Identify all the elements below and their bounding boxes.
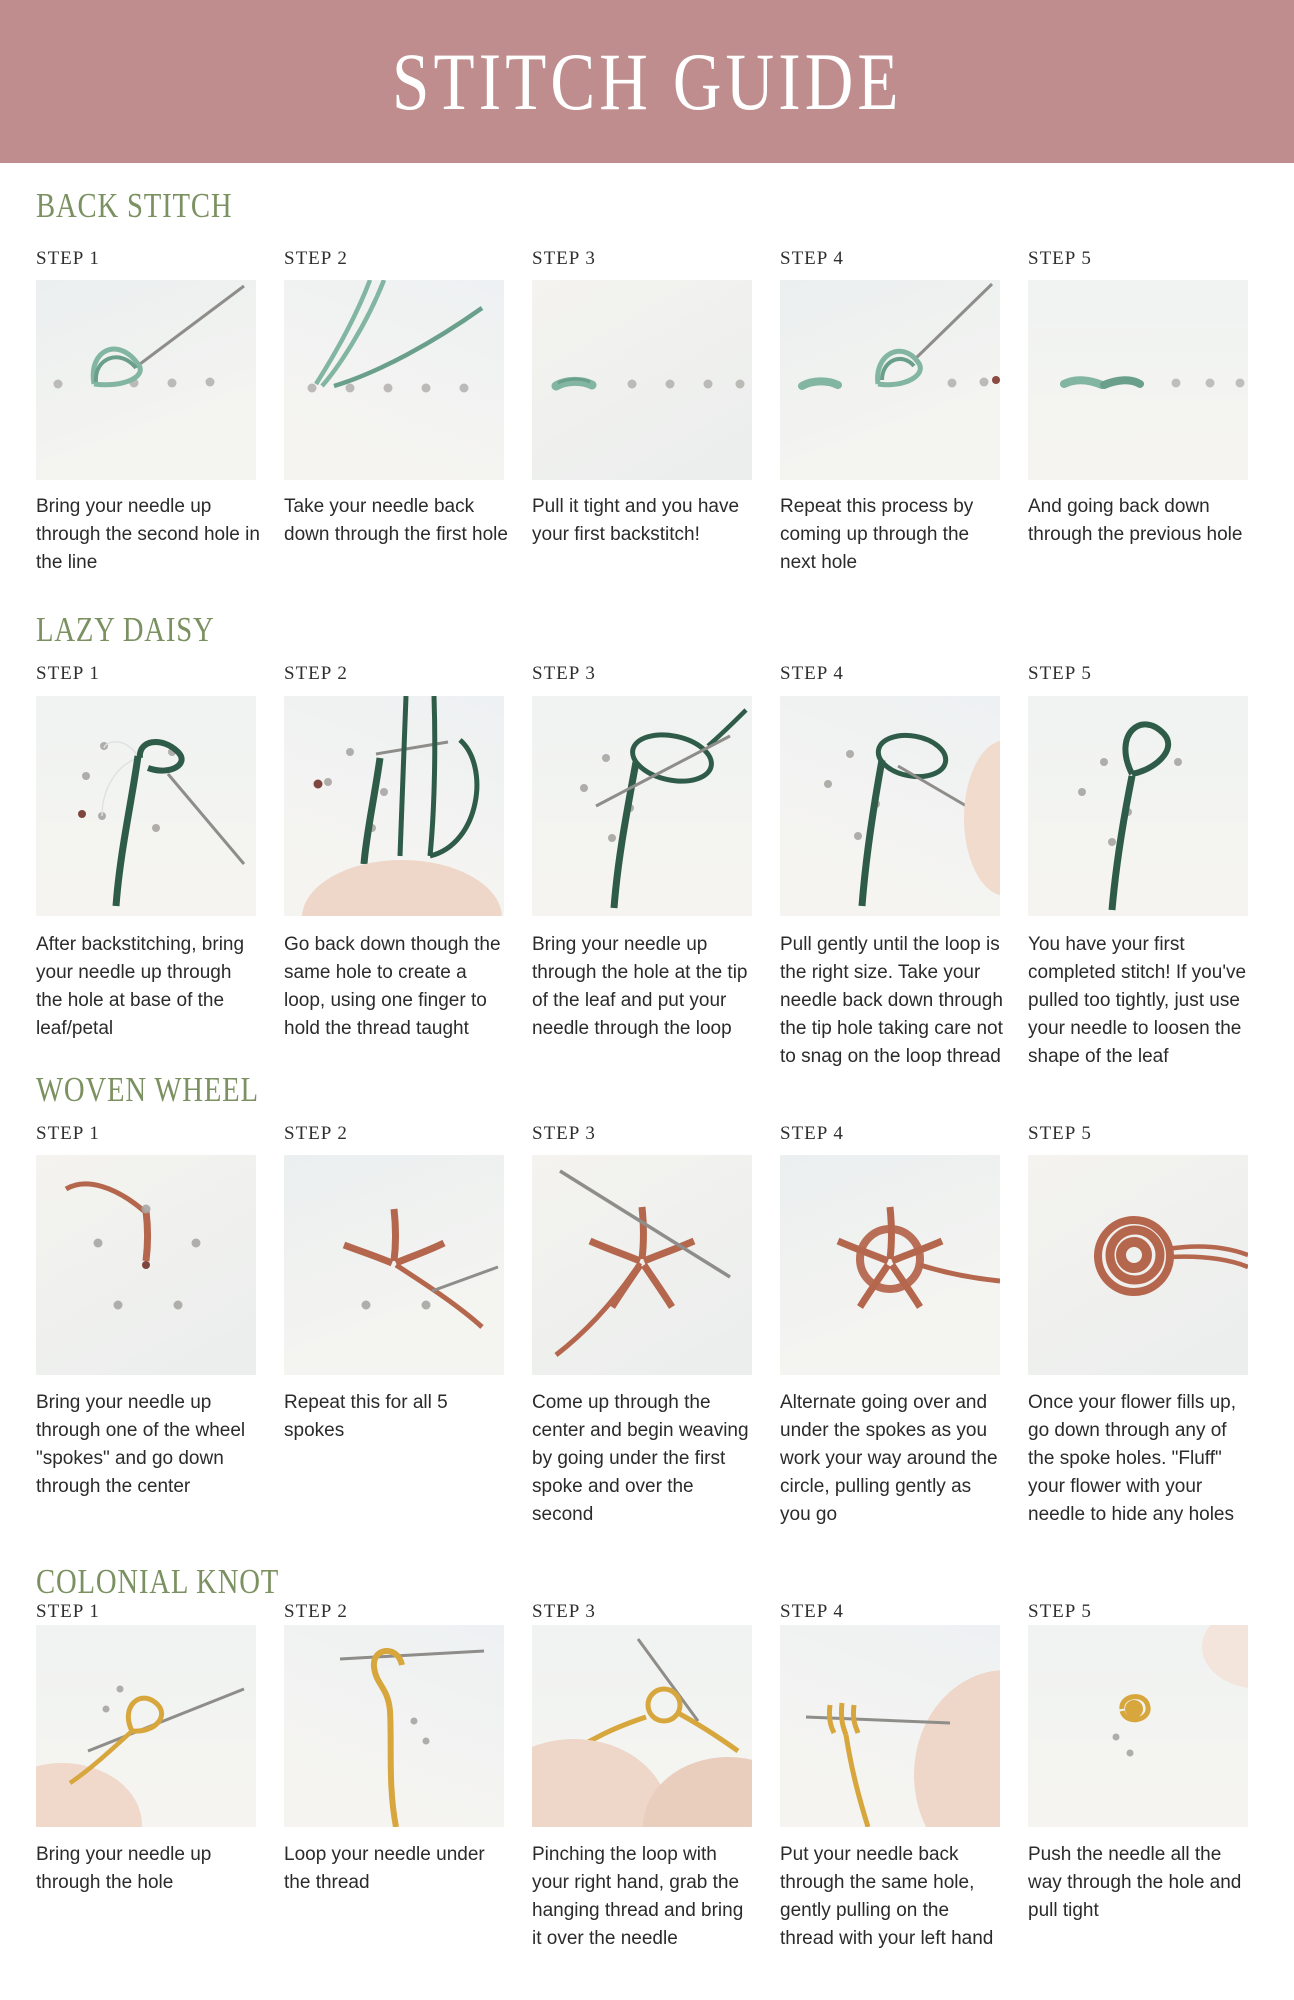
step-caption: Go back down though the same hole to create a loop, using one finger to hold the thread taught	[284, 934, 501, 1039]
photo-lazy-daisy-step-2	[284, 696, 504, 916]
step-label: STEP 2	[284, 1601, 348, 1622]
photo-row	[36, 280, 1248, 480]
step-caption: Come up through the center and begin weaving by going under the first spoke and over the second	[532, 1392, 749, 1525]
step-label: STEP 5	[1028, 1123, 1092, 1144]
step-label: STEP 3	[532, 248, 596, 269]
caption-row	[36, 493, 1248, 577]
needle-icon	[914, 284, 992, 360]
photo-lazy-daisy-step-5	[1028, 696, 1248, 916]
step-label: STEP 1	[36, 663, 100, 684]
section-title-woven-wheel: WOVEN WHEEL	[36, 1070, 259, 1109]
step-label: STEP 5	[1028, 248, 1092, 269]
step-caption: Take your needle back down through the first hole	[284, 496, 508, 545]
step-label: STEP 5	[1028, 663, 1092, 684]
step-caption: Pull gently until the loop is the right size. Take your needle back down through the tip hole taking care not to snag on the loop thread	[780, 934, 1003, 1067]
step-caption: Pull it tight and you have your first backstitch!	[532, 496, 740, 545]
step-caption: Push the needle all the way through the hole and pull tight	[1028, 1844, 1242, 1921]
photo-colonial-knot-step-3	[532, 1625, 752, 1827]
step-label: STEP 1	[36, 248, 100, 269]
photo-row	[36, 1155, 1248, 1375]
section-title-back-stitch: BACK STITCH	[36, 186, 233, 225]
photo-woven-wheel-step-5	[1028, 1155, 1248, 1375]
photo-back-stitch-step-2	[284, 280, 504, 480]
photo-colonial-knot-step-1	[36, 1625, 256, 1827]
needle-icon	[168, 774, 244, 864]
step-label: STEP 2	[284, 663, 348, 684]
step-caption: Pinching the loop with your right hand, grab the hanging thread and bring it over the needle	[532, 1844, 744, 1949]
step-label: STEP 4	[780, 248, 844, 269]
step-caption: Bring your needle up through the hole at the tip of the leaf and put your needle through the loop	[532, 934, 748, 1039]
step-caption: You have your first completed stitch! If you've pulled too tightly, just use your needle to loosen the shape of the leaf	[1028, 934, 1247, 1067]
step-caption: Bring your needle up through one of the wheel "spokes" and go down through the center	[36, 1392, 246, 1497]
step-caption: Bring your needle up through the second hole in the line	[36, 496, 260, 573]
photo-colonial-knot-step-2	[284, 1625, 504, 1827]
photo-colonial-knot-step-4	[780, 1625, 1000, 1827]
photo-lazy-daisy-step-1	[36, 696, 256, 916]
finger	[36, 1763, 142, 1827]
needle-icon	[432, 1267, 498, 1291]
step-label: STEP 5	[1028, 1601, 1092, 1622]
section-title-lazy-daisy: LAZY DAISY	[36, 610, 215, 649]
photo-woven-wheel-step-3	[532, 1155, 752, 1375]
step-label-row	[36, 663, 1248, 685]
needle-icon	[88, 1689, 244, 1751]
step-caption: Bring your needle up through the hole	[36, 1844, 212, 1893]
photo-lazy-daisy-step-3	[532, 696, 752, 916]
step-label-row	[36, 1123, 1248, 1145]
section-title-colonial-knot: COLONIAL KNOT	[36, 1562, 280, 1601]
step-caption: Once your flower fills up, go down through any of the spoke holes. "Fluff" your flower with your needle to hide any holes	[1028, 1392, 1237, 1525]
step-caption: Loop your needle under the thread	[284, 1844, 485, 1893]
finger	[964, 740, 1000, 896]
step-caption: Repeat this process by coming up through the next hole	[780, 496, 974, 573]
step-caption: Repeat this for all 5 spokes	[284, 1392, 448, 1441]
caption-row	[36, 1841, 1248, 1953]
step-caption: After backstitching, bring your needle up through the hole at base of the leaf/petal	[36, 934, 245, 1039]
photo-back-stitch-step-3	[532, 280, 752, 480]
step-caption: And going back down through the previous hole	[1028, 496, 1243, 545]
photo-woven-wheel-step-1	[36, 1155, 256, 1375]
finger	[302, 860, 502, 916]
finger	[1202, 1625, 1248, 1689]
step-label: STEP 1	[36, 1123, 100, 1144]
photo-row	[36, 1625, 1248, 1827]
step-label: STEP 3	[532, 1601, 596, 1622]
finger	[914, 1670, 1000, 1827]
step-label: STEP 4	[780, 1123, 844, 1144]
page-title: STITCH GUIDE	[391, 35, 903, 127]
photo-lazy-daisy-step-4	[780, 696, 1000, 916]
step-label: STEP 4	[780, 663, 844, 684]
step-caption: Alternate going over and under the spokes as you work your way around the circle, pulling gently as you go	[780, 1392, 998, 1525]
photo-back-stitch-step-1	[36, 280, 256, 480]
step-caption: Put your needle back through the same hole, gently pulling on the thread with your left hand	[780, 1844, 994, 1949]
step-label: STEP 4	[780, 1601, 844, 1622]
caption-row	[36, 1389, 1248, 1529]
step-label: STEP 3	[532, 663, 596, 684]
photo-back-stitch-step-5	[1028, 280, 1248, 480]
photo-woven-wheel-step-4	[780, 1155, 1000, 1375]
step-label-row	[36, 1601, 1248, 1623]
finger	[643, 1757, 752, 1827]
step-label: STEP 2	[284, 248, 348, 269]
needle-icon	[136, 286, 244, 367]
caption-row	[36, 931, 1248, 1071]
photo-colonial-knot-step-5	[1028, 1625, 1248, 1827]
step-label-row	[36, 248, 1248, 270]
step-label: STEP 1	[36, 1601, 100, 1622]
title-banner	[0, 0, 1294, 163]
step-label: STEP 3	[532, 1123, 596, 1144]
photo-back-stitch-step-4	[780, 280, 1000, 480]
needle-icon	[340, 1651, 484, 1659]
step-label: STEP 2	[284, 1123, 348, 1144]
photo-woven-wheel-step-2	[284, 1155, 504, 1375]
photo-row	[36, 696, 1248, 916]
